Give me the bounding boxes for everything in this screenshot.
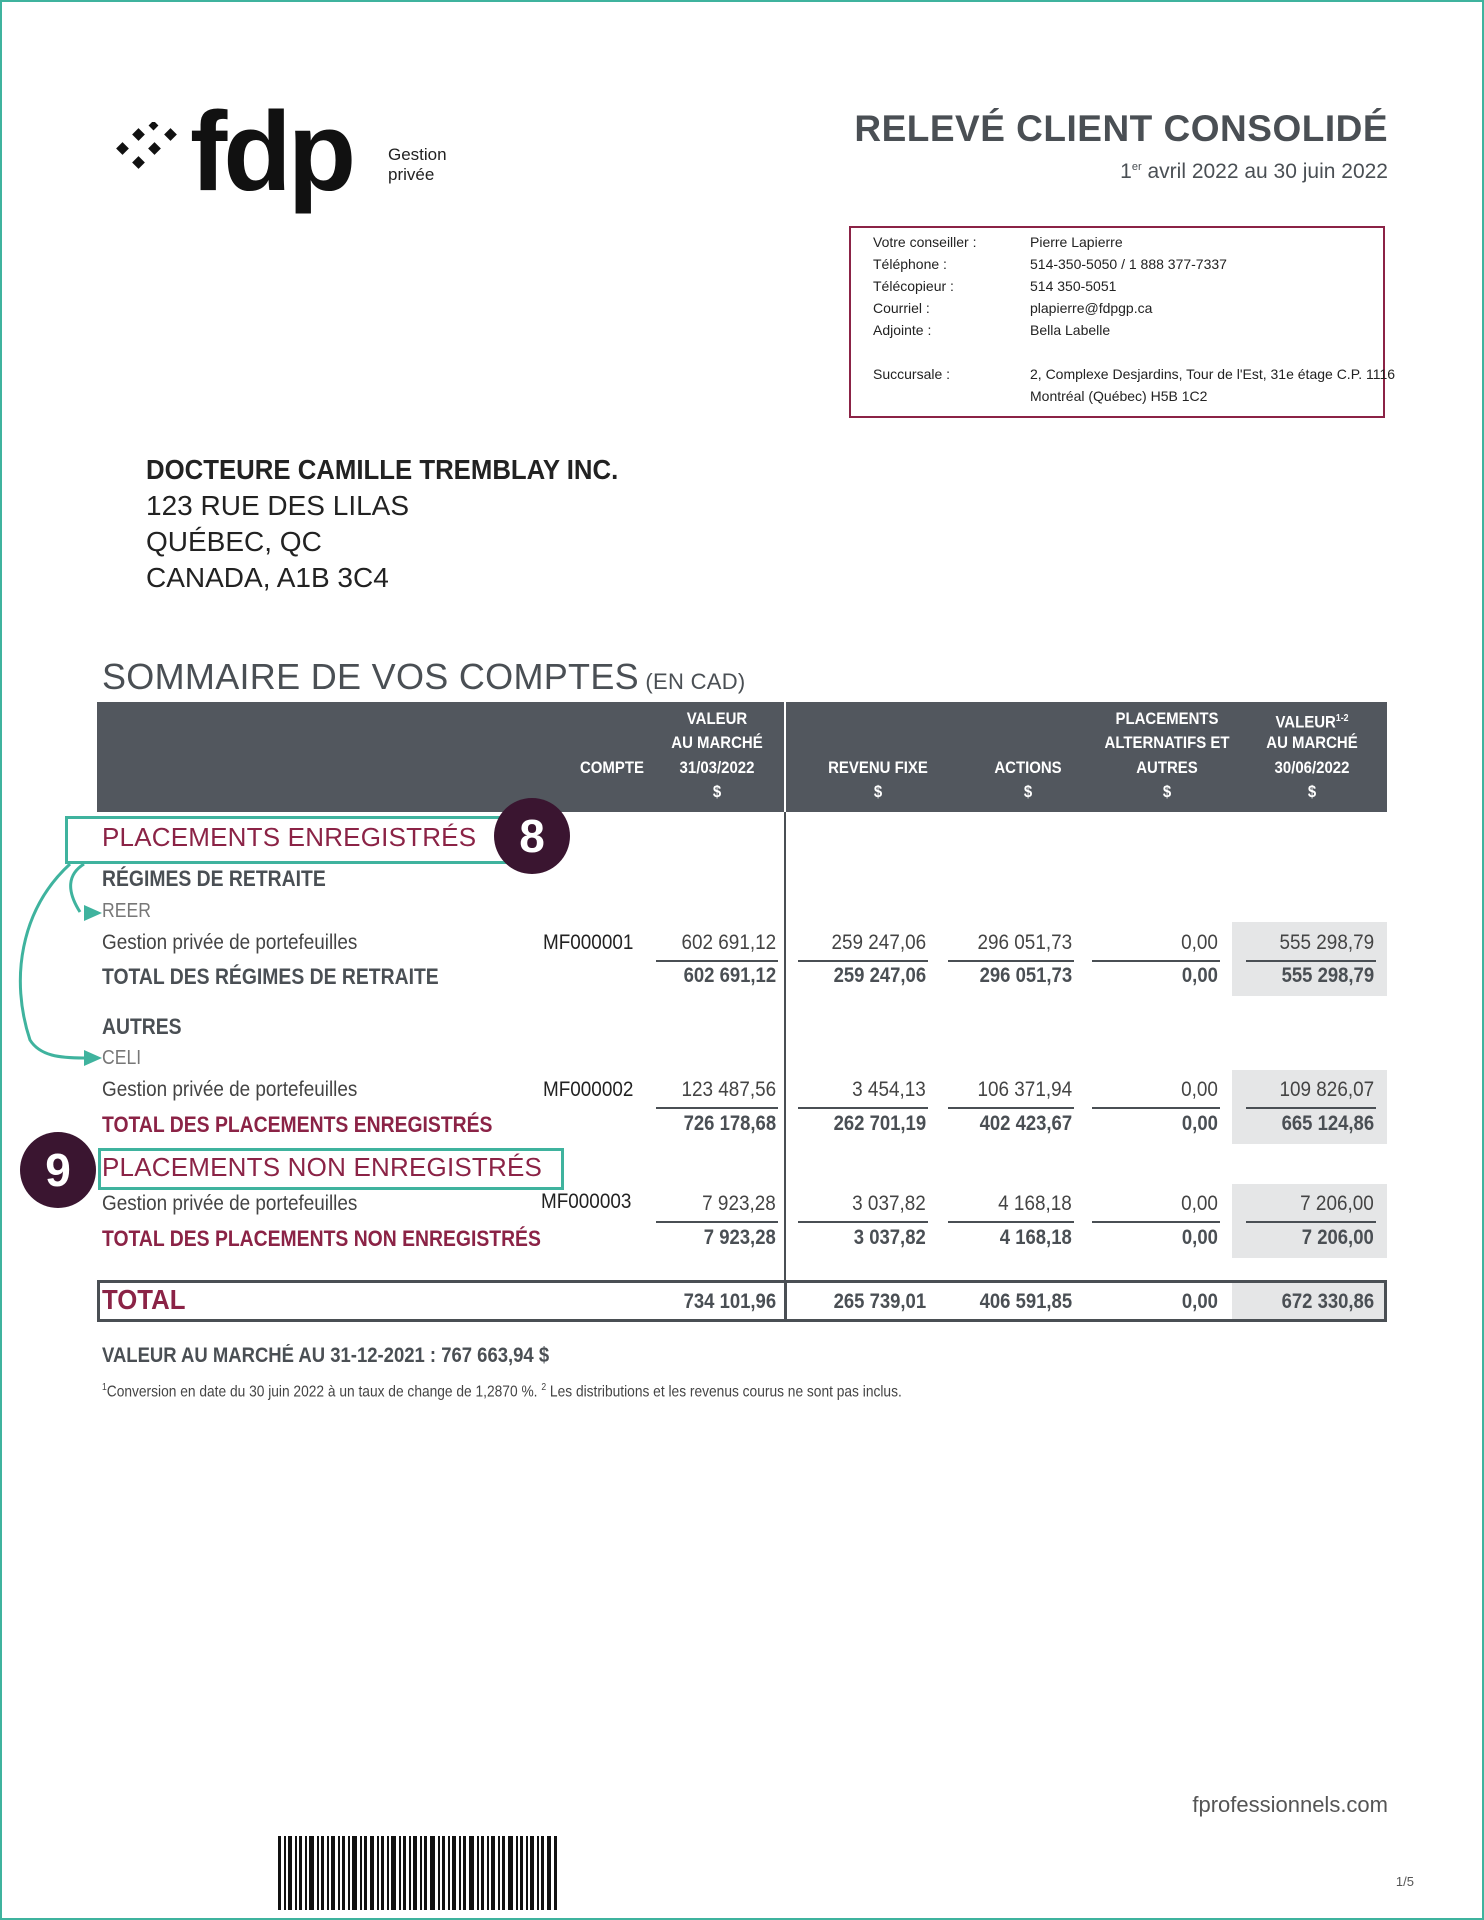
- others-heading: AUTRES: [102, 1014, 182, 1039]
- non-registered-total-v4: 0,00: [1182, 1226, 1218, 1249]
- non-registered-total-v5: 7 206,00: [1302, 1226, 1374, 1249]
- footnote-2: Les distributions et les revenus courus ne sont pas inclus.: [546, 1383, 902, 1401]
- col-header-val-end-sup: 1-2: [1335, 713, 1349, 724]
- col-header-fixed-1: REVENU FIXE: [828, 758, 928, 777]
- table-header: [97, 702, 1387, 812]
- col-header-val-start-1: VALEUR: [686, 709, 748, 728]
- client-address-line-2: QUÉBEC, QC: [146, 526, 322, 557]
- statement-period: [1120, 160, 1388, 184]
- underline-reer-3: [948, 960, 1074, 962]
- reer-v2: 259 247,06: [831, 931, 926, 954]
- grand-total-v1: 734 101,96: [683, 1290, 776, 1313]
- registered-total-v4: 0,00: [1182, 1112, 1218, 1135]
- website-link[interactable]: fprofessionnels.com: [1192, 1792, 1388, 1817]
- client-address-line-1: 123 RUE DES LILAS: [146, 490, 410, 521]
- registered-total-v5: 665 124,86: [1281, 1112, 1374, 1135]
- email-value[interactable]: plapierre@fdpgp.ca: [1030, 300, 1153, 316]
- underline-reer-1: [656, 960, 778, 962]
- advisor-value: Pierre Lapierre: [1030, 234, 1123, 250]
- logo-wordmark: fdp: [190, 89, 353, 214]
- celi-account[interactable]: MF000002: [543, 1078, 634, 1101]
- summary-currency: (EN CAD): [638, 669, 746, 694]
- connector-arrows-icon: [10, 860, 110, 1070]
- column-divider: [784, 812, 786, 1280]
- celi-v5: 109 826,07: [1279, 1078, 1374, 1101]
- celi-row-label: Gestion privée de portefeuilles: [102, 1078, 358, 1101]
- underline-reer-5: [1246, 960, 1376, 962]
- celi-v4: 0,00: [1181, 1078, 1218, 1101]
- non-registered-total-v2: 3 037,82: [854, 1226, 926, 1249]
- non-registered-row-label: Gestion privée de portefeuilles: [102, 1192, 358, 1215]
- underline-celi-5: [1246, 1107, 1376, 1109]
- col-header-val-end-3: 30/06/2022: [1274, 758, 1350, 777]
- summary-title: [102, 656, 746, 698]
- fdp-logo-icon: [114, 122, 184, 174]
- registered-total-v1: 726 178,68: [683, 1112, 776, 1135]
- retirement-plans-heading: RÉGIMES DE RETRAITE: [102, 866, 326, 891]
- client-name: DOCTEURE CAMILLE TREMBLAY INC.: [146, 454, 619, 485]
- col-header-val-end-1-text: VALEUR: [1275, 712, 1336, 732]
- fax-value: 514 350-5051: [1030, 278, 1117, 294]
- celi-v3: 106 371,94: [977, 1078, 1072, 1101]
- retirement-total-v3: 296 051,73: [979, 964, 1072, 987]
- badge-8: 8: [494, 798, 570, 874]
- grand-total-v2: 265 739,01: [833, 1290, 926, 1313]
- total-divider: [784, 1280, 787, 1322]
- grand-total-v4: 0,00: [1182, 1290, 1218, 1313]
- col-header-val-start-3: 31/03/2022: [679, 758, 755, 777]
- col-header-val-start-4: $: [712, 782, 722, 801]
- phone-label: Téléphone :: [873, 256, 947, 272]
- col-header-alt-2: ALTERNATIFS ET: [1104, 733, 1230, 752]
- retirement-total-label: TOTAL DES RÉGIMES DE RETRAITE: [102, 964, 439, 989]
- phone-value: 514-350-5050 / 1 888 377-7337: [1030, 256, 1227, 272]
- underline-nr-4: [1092, 1221, 1220, 1223]
- col-header-actions-1: ACTIONS: [994, 758, 1062, 777]
- summary-title-text: SOMMAIRE DE VOS COMPTES: [102, 656, 639, 697]
- branch-line-1: 2, Complexe Desjardins, Tour de l'Est, 31e étage C.P. 1116: [1030, 366, 1396, 382]
- footnote: [102, 1382, 902, 1401]
- non-registered-total-v1: 7 923,28: [704, 1226, 776, 1249]
- col-header-alt-4: $: [1162, 782, 1172, 801]
- col-header-alt-3: AUTRES: [1136, 758, 1198, 777]
- email-label: Courriel :: [873, 300, 930, 316]
- reer-v4: 0,00: [1181, 931, 1218, 954]
- underline-reer-4: [1092, 960, 1220, 962]
- underline-nr-5: [1246, 1221, 1376, 1223]
- period-rest: avril 2022 au 30 juin 2022: [1141, 160, 1388, 183]
- underline-celi-1: [656, 1107, 778, 1109]
- registered-total-label: TOTAL DES PLACEMENTS ENREGISTRÉS: [102, 1112, 493, 1137]
- col-header-fixed-2: $: [873, 782, 883, 801]
- non-registered-v3: 4 168,18: [998, 1192, 1072, 1215]
- col-header-alt-1: PLACEMENTS: [1115, 709, 1219, 728]
- fax-label: Télécopieur :: [873, 278, 954, 294]
- celi-v2: 3 454,13: [852, 1078, 926, 1101]
- advisor-label: Votre conseiller :: [873, 234, 977, 250]
- celi-label: CELI: [102, 1047, 142, 1069]
- branch-line-2: Montréal (Québec) H5B 1C2: [1030, 388, 1208, 404]
- advisor-box: [849, 226, 1396, 418]
- non-registered-section-title: PLACEMENTS NON ENREGISTRÉS: [102, 1152, 543, 1182]
- page-number: 1/5: [1395, 1874, 1414, 1889]
- reer-v5: 555 298,79: [1279, 931, 1374, 954]
- logo-sub-line-1: Gestion: [388, 145, 447, 164]
- logo-sub-line-2: privée: [388, 165, 435, 184]
- grand-total-v3: 406 591,85: [979, 1290, 1072, 1313]
- retirement-total-v5: 555 298,79: [1281, 964, 1374, 987]
- reer-v1: 602 691,12: [681, 931, 776, 954]
- footnote-2-sup: 2: [541, 1382, 547, 1393]
- non-registered-account[interactable]: MF000003: [541, 1190, 632, 1213]
- branch-label: Succursale :: [873, 366, 951, 382]
- registered-total-v2: 262 701,19: [833, 1112, 926, 1135]
- client-address: [146, 452, 659, 596]
- non-registered-v5: 7 206,00: [1300, 1192, 1374, 1215]
- col-header-actions-2: $: [1023, 782, 1033, 801]
- assistant-label: Adjointe :: [873, 322, 932, 338]
- underline-celi-3: [948, 1107, 1074, 1109]
- non-registered-total-label: TOTAL DES PLACEMENTS NON ENREGISTRÉS: [102, 1226, 541, 1251]
- non-registered-total-v3: 4 168,18: [1000, 1226, 1072, 1249]
- grand-total-label: TOTAL: [102, 1284, 186, 1315]
- underline-nr-2: [798, 1221, 928, 1223]
- col-header-compte: COMPTE: [579, 758, 644, 777]
- statement-title: RELEVÉ CLIENT CONSOLIDÉ: [854, 108, 1388, 149]
- footnote-1: Conversion en date du 30 juin 2022 à un taux de change de 1,2870 %.: [106, 1383, 542, 1401]
- col-header-val-end-4: $: [1307, 782, 1317, 801]
- period-sup: er: [1131, 161, 1142, 173]
- underline-celi-2: [798, 1107, 928, 1109]
- non-registered-v2: 3 037,82: [852, 1192, 926, 1215]
- underline-reer-2: [798, 960, 928, 962]
- footnote-1-sup: 1: [102, 1382, 107, 1393]
- assistant-value: Bella Labelle: [1030, 322, 1111, 338]
- non-registered-v4: 0,00: [1181, 1192, 1218, 1215]
- reer-v3: 296 051,73: [977, 931, 1072, 954]
- col-header-val-end-2: AU MARCHÉ: [1266, 733, 1358, 752]
- period-day: 1: [1120, 160, 1132, 183]
- retirement-total-v4: 0,00: [1182, 964, 1218, 987]
- non-registered-v1: 7 923,28: [702, 1192, 776, 1215]
- reer-label: REER: [102, 900, 151, 922]
- grand-total-v5: 672 330,86: [1281, 1290, 1374, 1313]
- reer-row-label: Gestion privée de portefeuilles: [102, 931, 358, 954]
- celi-v1: 123 487,56: [681, 1078, 776, 1101]
- registered-section-title: PLACEMENTS ENREGISTRÉS: [102, 822, 477, 852]
- barcode-icon: [278, 1836, 558, 1910]
- client-address-line-3: CANADA, A1B 3C4: [146, 562, 389, 593]
- market-value-note: VALEUR AU MARCHÉ AU 31-12-2021 : 767 663,94 $: [102, 1344, 550, 1367]
- underline-nr-3: [948, 1221, 1074, 1223]
- retirement-total-v1: 602 691,12: [683, 964, 776, 987]
- underline-celi-4: [1092, 1107, 1220, 1109]
- underline-nr-1: [656, 1221, 778, 1223]
- reer-account[interactable]: MF000001: [543, 931, 634, 954]
- retirement-total-v2: 259 247,06: [833, 964, 926, 987]
- logo-subtitle: [388, 145, 447, 185]
- col-header-val-start-2: AU MARCHÉ: [671, 733, 763, 752]
- registered-total-v3: 402 423,67: [979, 1112, 1072, 1135]
- badge-9: 9: [20, 1132, 96, 1208]
